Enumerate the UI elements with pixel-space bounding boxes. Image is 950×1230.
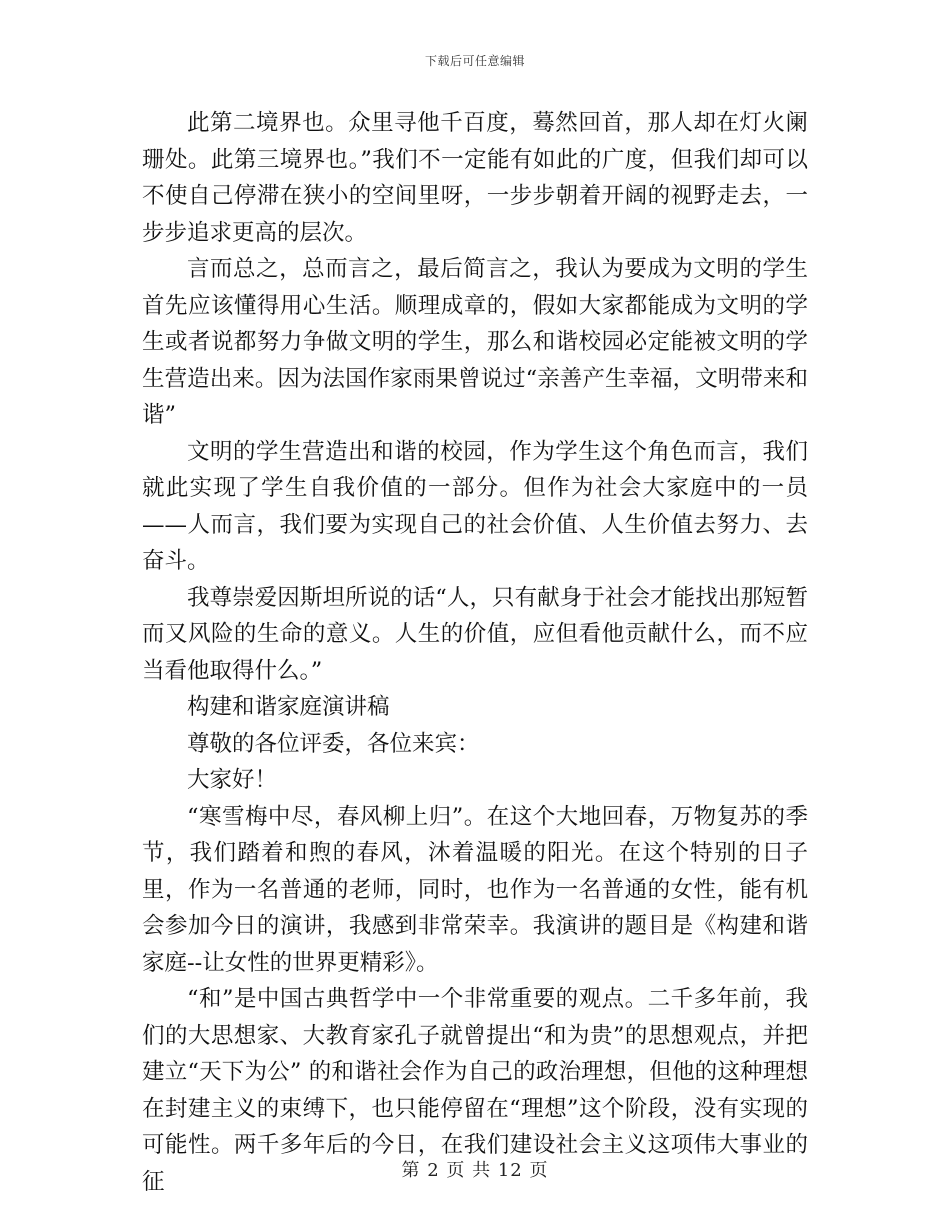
paragraph: 此第二境界也。众里寻他千百度，蓦然回首，那人却在灯火阑珊处。此第三境界也。”我们不一定能有如此的广度，但我们却可以不使自己停滞在狭小的空间里呀，一步步朝着开阔的视野走去，一步步追求更高的层次。 bbox=[142, 110, 808, 246]
salutation: 尊敬的各位评委，各位来宾： bbox=[187, 730, 480, 757]
paragraph: 文明的学生营造出和谐的校园，作为学生这个角色而言，我们就此实现了学生自我价值的一部分。但作为社会大家庭中的一员——人而言，我们要为实现自己的社会价值、人生价值去努力、去奋斗。 bbox=[142, 438, 808, 574]
paragraph: 我尊崇爱因斯坦所说的话“人，只有献身于社会才能找出那短暂而又风险的生命的意义。人生的价值，应但看他贡献什么，而不应当看他取得什么。” bbox=[142, 584, 808, 684]
document-body bbox=[142, 105, 808, 1200]
paragraph: “和”是中国古典哲学中一个非常重要的观点。二千多年前，我们的大思想家、大教育家孔子就曾提出“和为贵”的思想观点，并把建立“天下为公” 的和谐社会作为自己的政治理想，但他的这种理想在封建主义的束缚下，也只能停留在“理想”这个阶段，没有实现的可能性。两千多年后的今日，在我们建设社会主义这项伟大事业的征 bbox=[142, 986, 808, 1195]
greeting: 大家好！ bbox=[187, 767, 278, 793]
page-header: 下载后可任意编辑 bbox=[424, 54, 525, 68]
page-number: 第 2 页 共 12 页 bbox=[401, 1160, 549, 1181]
paragraph: “寒雪梅中尽，春风柳上归”。在这个大地回春，万物复苏的季节，我们踏着和煦的春风，沐着温暖的阳光。在这个特别的日子里，作为一名普通的老师，同时，也作为一名普通的女性，能有机会参加今日的演讲，我感到非常荣幸。我演讲的题目是《构建和谐家庭--让女性的世界更精彩》。 bbox=[142, 803, 808, 976]
paragraph: 言而总之，总而言之，最后简言之，我认为要成为文明的学生首先应该懂得用心生活。顺理成章的，假如大家都能成为文明的学生或者说都努力争做文明的学生，那么和谐校园必定能被文明的学生营造出来。因为法国作家雨果曾说过“亲善产生幸福，文明带来和谐” bbox=[142, 256, 808, 428]
speech-title: 构建和谐家庭演讲稿 bbox=[187, 694, 390, 720]
